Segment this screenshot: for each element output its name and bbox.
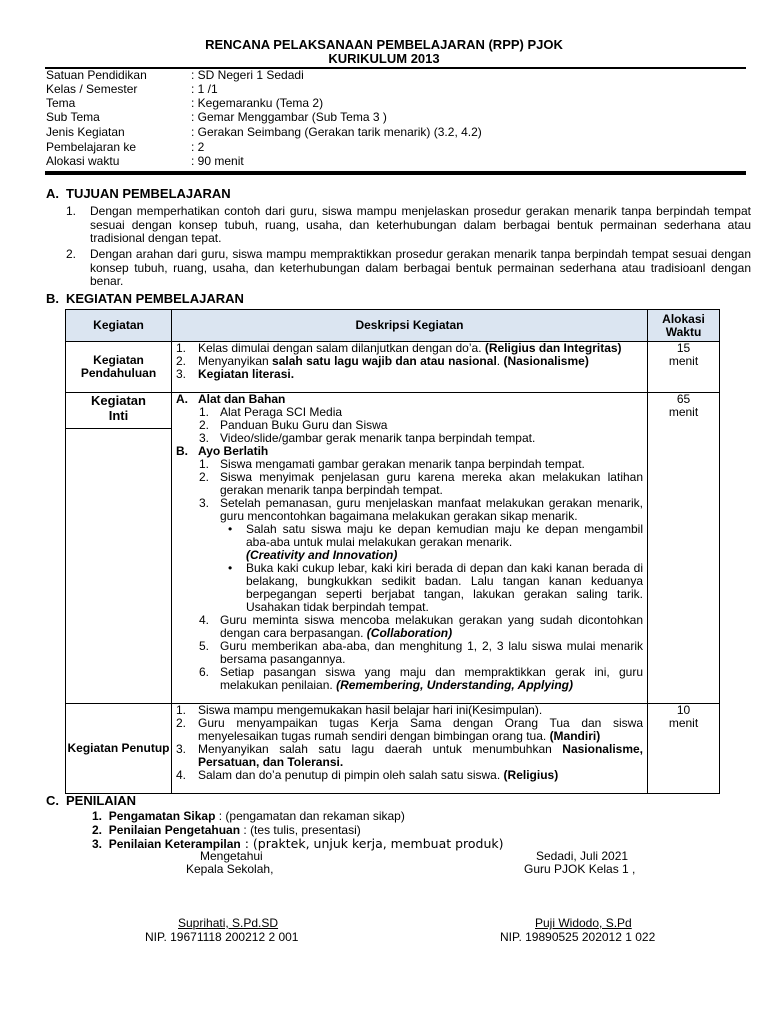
identity-label: Kelas / Semester <box>46 82 138 96</box>
assessment-item: 2. Penilaian Pengetahuan : (tes tulis, presentasi) <box>92 823 361 837</box>
identity-label: Sub Tema <box>46 110 100 124</box>
list-item: 2. Panduan Buku Guru dan Siswa <box>199 418 388 432</box>
list-item: 4. Salam dan do’a penutup di pimpin oleh salah satu siswa. (Religius) <box>176 768 559 782</box>
table-row <box>66 342 720 393</box>
identity-value: : 1 /1 <box>191 82 218 96</box>
identity-label: Satuan Pendidikan <box>46 68 147 82</box>
list-item: 3. Kegiatan literasi. <box>176 367 295 381</box>
section-title: TUJUAN PEMBELAJARAN <box>66 186 231 201</box>
identity-value: : Kegemaranku (Tema 2) <box>191 96 324 110</box>
activities-table <box>65 309 720 794</box>
objective-item: Dengan arahan dari guru, siswa mampu mempraktikkan prosedur gerakan menarik tanpa berpindah tempat sesuai dengan konsep tubuh, ruang, usaha, dan keterhubungan dalam berbagai bentuk permainan sederhana atau tradisioanl dengan benar. <box>90 247 751 288</box>
signature-right-line2: Guru PJOK Kelas 1 , <box>524 862 636 876</box>
list-item: 2. Guru menyampaikan tugas Kerja Sama dengan Orang Tua dan siswa menyelesaikan tugas rumah sendiri dengan bimbingan orang tua. (Mandiri) <box>176 716 643 743</box>
identity-value: : SD Negeri 1 Sedadi <box>191 68 304 82</box>
activity-name <box>66 393 172 704</box>
identity-label: Pembelajaran ke <box>46 140 137 154</box>
section-letter: A. <box>46 186 59 201</box>
list-item: 4. Guru meminta siswa mencoba melakukan gerakan yang sudah dicontohkan dengan cara berpasangan. (Collaboration) <box>199 613 643 640</box>
signature-left-name: Suprihati, S.Pd.SD <box>178 916 279 930</box>
list-item: 3. Video/slide/gambar gerak menarik tanpa berpindah tempat. <box>199 431 536 445</box>
table-row <box>66 393 720 704</box>
identity-bottom-rule <box>45 171 746 175</box>
document-title: RENCANA PELAKSANAAN PEMBELAJARAN (RPP) PJOK <box>205 37 563 52</box>
signature-left-line2: Kepala Sekolah, <box>186 862 274 876</box>
activity-description <box>172 342 648 393</box>
list-item: 2. Siswa menyimak penjelasan guru karena mereka akan melakukan latihan gerakan menarik tanpa berpindah tempat. <box>199 470 643 497</box>
column-header: Alokasi Waktu <box>648 310 720 342</box>
list-item: 2. Menyanyikan salah satu lagu wajib dan atau nasional. (Nasionalisme) <box>176 354 589 368</box>
list-number: 1. <box>66 204 77 218</box>
column-header: Deskripsi Kegiatan <box>172 310 648 342</box>
column-header: Kegiatan <box>66 310 172 342</box>
signature-left-nip: NIP. 19671118 200212 2 001 <box>145 930 299 944</box>
bullet-item: • Buka kaki cukup lebar, kaki kiri berada di depan dan kaki kanan berada di belakang, bungkukkan sedikit badan. Lalu tangan kanan keduanya berpegangan seperti berjabat tangan, lakukan gerakan saling tarik. Usahakan tidak berpindah tempat. <box>228 561 643 614</box>
activity-name: Kegiatan Pendahuluan <box>66 342 172 393</box>
bullet-icon: • <box>228 561 233 575</box>
identity-label: Alokasi waktu <box>46 154 120 168</box>
activity-description <box>172 704 648 794</box>
activity-name-label: Kegiatan Inti <box>66 393 171 429</box>
assessment-item: 1. Pengamatan Sikap : (pengamatan dan rekaman sikap) <box>92 809 405 823</box>
bullet-icon: • <box>228 522 233 536</box>
list-item: 1. Siswa mengamati gambar gerakan menarik tanpa berpindah tempat. <box>199 457 585 471</box>
list-item: 1. Kelas dimulai dengan salam dilanjutkan dengan do’a. (Religius dan Integritas) <box>176 341 622 355</box>
list-item: 6. Setiap pasangan siswa yang maju dan mempraktikkan gerak ini, guru melakukan penilaian. (Remembering, Understanding, Applying) <box>199 665 643 692</box>
list-item: 1. Siswa mampu mengemukakan hasil belajar hari ini(Kesimpulan). <box>176 703 543 717</box>
signature-right-name: Puji Widodo, S.Pd <box>535 916 632 930</box>
identity-value: : Gerakan Seimbang (Gerakan tarik menarik) (3.2, 4.2) <box>191 125 482 139</box>
subsection-heading: B. Ayo Berlatih <box>176 444 269 458</box>
identity-label: Jenis Kegiatan <box>46 125 125 139</box>
signature-right-nip: NIP. 19890525 202012 1 022 <box>500 930 656 944</box>
section-letter: C. <box>46 793 59 808</box>
section-title: KEGIATAN PEMBELAJARAN <box>66 291 244 306</box>
section-c-heading <box>46 794 136 807</box>
table-header-row <box>66 310 720 342</box>
list-item: 1. Alat Peraga SCI Media <box>199 405 343 419</box>
signature-left-line1: Mengetahui <box>200 849 263 863</box>
identity-value: : Gemar Menggambar (Sub Tema 3 ) <box>191 110 387 124</box>
time-allocation: 15 menit <box>648 342 720 393</box>
identity-value: : 90 menit <box>191 154 244 168</box>
list-item: 3. Menyanyikan salah satu lagu daerah untuk menumbuhkan Nasionalisme, Persatuan, dan Toleransi. <box>176 742 643 769</box>
table-row <box>66 704 720 794</box>
identity-value: : 2 <box>191 140 205 154</box>
section-a-heading <box>46 187 231 200</box>
list-number: 2. <box>66 247 77 261</box>
list-item: 3. Setelah pemanasan, guru menjelaskan manfaat melakukan gerakan menarik, guru mencontohkan bagaimana melakukan gerakan sikap menarik. <box>199 496 643 523</box>
activity-description <box>172 393 648 704</box>
signature-right-line1: Sedadi, Juli 2021 <box>536 849 629 863</box>
document-subtitle: KURIKULUM 2013 <box>328 51 440 66</box>
section-title: PENILAIAN <box>66 793 137 808</box>
bullet-item: • Salah satu siswa maju ke depan kemudian maju ke depan mengambil aba-aba untuk mulai melakukan gerakan menarik. (Creativity and Innovation) <box>228 522 643 562</box>
assessment-item: 3. Penilaian Keterampilan : (praktek, unjuk kerja, membuat produk) <box>92 836 504 851</box>
time-allocation: 10 menit <box>648 704 720 794</box>
time-allocation: 65 menit <box>648 393 720 704</box>
subsection-heading: A. Alat dan Bahan <box>176 392 286 406</box>
objective-item: Dengan memperhatikan contoh dari guru, siswa mampu menjelaskan prosedur gerakan menarik tanpa berpindah tempat sesuai dengan konsep tubuh, ruang, usaha, dan keterhubungan dalam berbagai bentuk permainan sederhana atau tradisional dengan tepat. <box>90 204 751 245</box>
section-letter: B. <box>46 291 59 306</box>
identity-label: Tema <box>46 96 76 110</box>
activity-name: Kegiatan Penutup <box>66 704 172 794</box>
list-item: 5. Guru memberikan aba-aba, dan menghitung 1, 2, 3 lalu siswa mulai menarik bersama pasangannya. <box>199 639 643 666</box>
section-b-heading <box>46 292 244 305</box>
